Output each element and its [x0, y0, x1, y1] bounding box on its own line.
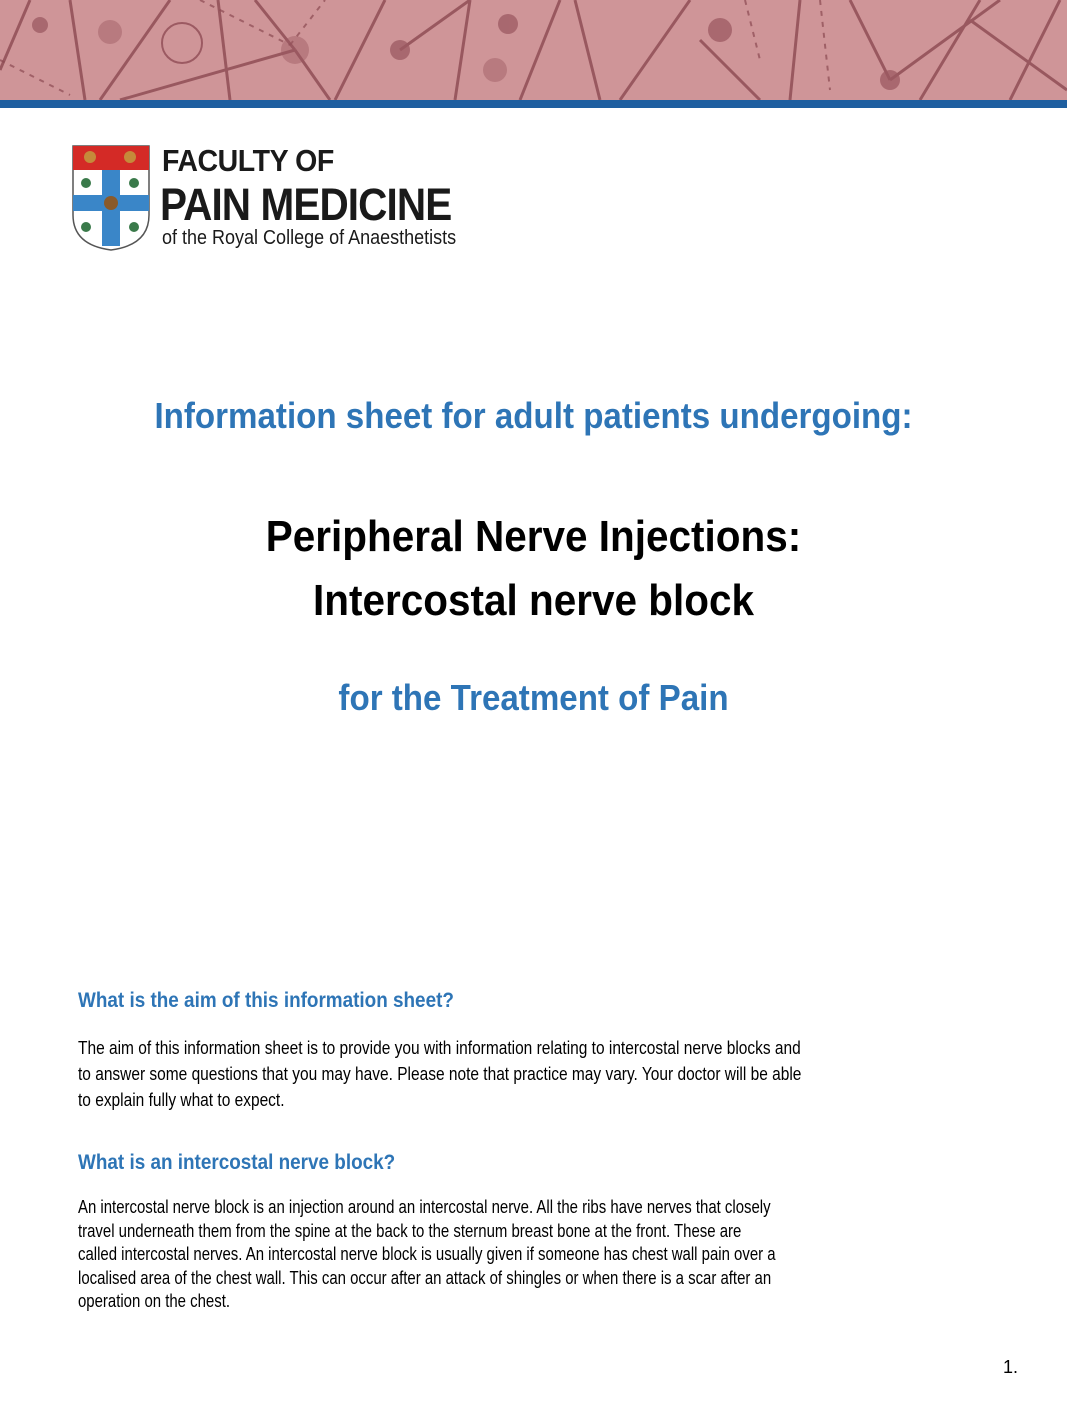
logo-text-line1: FACULTY OF: [162, 143, 334, 178]
paragraph-line: called intercostal nerves. An intercostal nerve block is usually given if someone has chest wall pain over a: [78, 1244, 776, 1265]
header-banner: [0, 0, 1067, 100]
page-number: 1.: [1003, 1357, 1019, 1377]
paragraph-line: to explain fully what to expect.: [78, 1090, 285, 1110]
network-pattern-graphic: [0, 0, 1067, 100]
header-stripe: [0, 100, 1067, 108]
title-line-2: Intercostal nerve block: [313, 576, 754, 625]
paragraph-line: to answer some questions that you may have. Please note that practice may vary. Your doctor will be able: [78, 1064, 802, 1084]
section-paragraph-what-is: [78, 1196, 918, 1314]
paragraph-line: travel underneath them from the spine at the back to the sternum breast bone at the front. These are: [78, 1220, 742, 1241]
cover-tagline: for the Treatment of Pain: [338, 677, 729, 718]
document-title: [43, 505, 1025, 633]
coat-of-arms-icon: [72, 145, 150, 251]
section-heading-aim: What is the aim of this information sheet?: [78, 989, 454, 1012]
section-heading-what-is: What is an intercostal nerve block?: [78, 1151, 396, 1174]
section-paragraph-aim: [78, 1035, 919, 1113]
paragraph-line: An intercostal nerve block is an injection around an intercostal nerve. All the ribs have nerves that closely: [78, 1197, 771, 1217]
paragraph-line: The aim of this information sheet is to provide you with information relating to intercostal nerve blocks and: [78, 1038, 801, 1058]
faculty-logo: [72, 145, 502, 255]
cover-subtitle: Information sheet for adult patients undergoing:: [154, 395, 913, 436]
logo-text-line2: PAIN MEDICINE: [160, 179, 452, 230]
title-line-1: Peripheral Nerve Injections:: [265, 512, 802, 561]
logo-text-line3: of the Royal College of Anaesthetists: [162, 227, 457, 249]
paragraph-line: operation on the chest.: [78, 1291, 231, 1312]
paragraph-line: localised area of the chest wall. This can occur after an attack of shingles or when there is a scar after an: [78, 1267, 772, 1288]
